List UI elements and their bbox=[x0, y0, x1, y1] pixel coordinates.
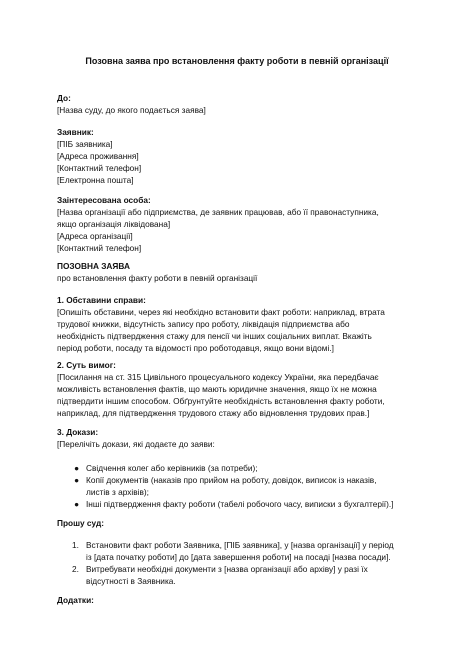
request-item-text: із [дата початку роботи] до [дата завершення роботи] на посаді [назва посади]. bbox=[86, 552, 391, 562]
list-item bbox=[57, 498, 427, 510]
request-item-text: відсутності в Заявника. bbox=[86, 576, 176, 586]
evidence-item-text: Свідчення колег або керівників (за потреби); bbox=[86, 463, 258, 473]
circumstances-heading: 1. Обставини справи: bbox=[57, 295, 146, 305]
list-item bbox=[57, 539, 427, 563]
evidence-item-text: листів з архівів); bbox=[86, 487, 149, 497]
interested-party-phone: [Контактний телефон] bbox=[57, 243, 142, 253]
circumstances-line: період роботи, посаду та відомості про роботодавця, якщо вони відомі.] bbox=[57, 343, 334, 353]
list-item bbox=[57, 474, 427, 498]
applicant-heading: Заявник: bbox=[57, 127, 94, 137]
claims-line: наприклад, для підтвердження трудового стажу або відновлення трудових прав.] bbox=[57, 408, 370, 418]
claims-line: можливість встановлення фактів, що мають юридичне значення, якщо їх не можна bbox=[57, 384, 377, 394]
evidence-heading: 3. Докази: bbox=[57, 427, 99, 437]
item-number: 2. bbox=[72, 564, 79, 574]
applicant-address: [Адреса проживання] bbox=[57, 151, 139, 161]
claim-subheading: про встановлення факту роботи в певній організації bbox=[57, 273, 258, 283]
request-list bbox=[57, 539, 427, 587]
circumstances-line: трудової книжки, відсутність запису про роботу, ліквідація підприємства або bbox=[57, 319, 350, 329]
attachments-heading: Додатки: bbox=[57, 595, 94, 605]
evidence-list bbox=[57, 462, 427, 510]
bullet-icon: ● bbox=[74, 499, 80, 509]
list-item bbox=[57, 563, 427, 587]
list-item bbox=[57, 462, 427, 474]
bullet-icon: ● bbox=[74, 475, 80, 485]
applicant-name: [ПІБ заявника] bbox=[57, 139, 113, 149]
interested-party-org-cont: якщо організація ліквідована] bbox=[57, 219, 171, 229]
section-attachments bbox=[57, 594, 427, 606]
evidence-item-text: Копії документів (наказів про прийом на роботу, довідок, виписок із наказів, bbox=[86, 475, 377, 485]
applicant-phone: [Контактний телефон] bbox=[57, 163, 142, 173]
recipient-line: [Назва суду, до якого подається заява] bbox=[57, 105, 206, 115]
claim-header bbox=[57, 260, 427, 284]
section-claims bbox=[57, 359, 427, 419]
applicant-email: [Електронна пошта] bbox=[57, 175, 134, 185]
claims-heading: 2. Суть вимог: bbox=[57, 360, 116, 370]
evidence-intro: [Перелічіть докази, які додаєте до заяви: bbox=[57, 439, 215, 449]
bullet-icon: ● bbox=[74, 463, 80, 473]
interested-party-address: [Адреса організації] bbox=[57, 231, 133, 241]
item-number: 1. bbox=[72, 540, 79, 550]
circumstances-line: необхідність підтвердження стажу для пенсії чи інших соціальних виплат. Вкажіть bbox=[57, 331, 372, 341]
interested-party-org: [Назва організації або підприємства, де заявник працював, або її правонаступника, bbox=[57, 207, 379, 217]
section-evidence bbox=[57, 426, 427, 450]
document-title: Позовна заява про встановлення факту роботи в певній організації bbox=[85, 56, 389, 66]
request-item-text: Встановити факт роботи Заявника, [ПІБ заявника], у [назва організації] у період bbox=[86, 540, 394, 550]
recipient-heading: До: bbox=[57, 93, 71, 103]
applicant-section bbox=[57, 126, 427, 186]
evidence-item-text: Інші підтвердження факту роботи (табелі робочого часу, виписки з бухгалтерії).] bbox=[86, 499, 394, 509]
claims-line: підтвердити іншим способом. Обґрунтуйте необхідність встановлення факту роботи, bbox=[57, 396, 385, 406]
section-circumstances bbox=[57, 294, 427, 354]
recipient-section bbox=[57, 92, 427, 116]
interested-party-heading: Заінтересована особа: bbox=[57, 195, 151, 205]
claims-line: [Посилання на ст. 315 Цивільного процесуального кодексу України, яка передбачає bbox=[57, 372, 379, 382]
interested-party-section bbox=[57, 194, 427, 254]
section-request bbox=[57, 517, 427, 529]
claim-heading: ПОЗОВНА ЗАЯВА bbox=[57, 261, 130, 271]
request-heading: Прошу суд: bbox=[57, 518, 104, 528]
request-item-text: Витребувати необхідні документи з [назва організації або архіву] у разі їх bbox=[86, 564, 368, 574]
circumstances-line: [Опишіть обставини, через які необхідно встановити факт роботи: наприклад, втрата bbox=[57, 307, 385, 317]
